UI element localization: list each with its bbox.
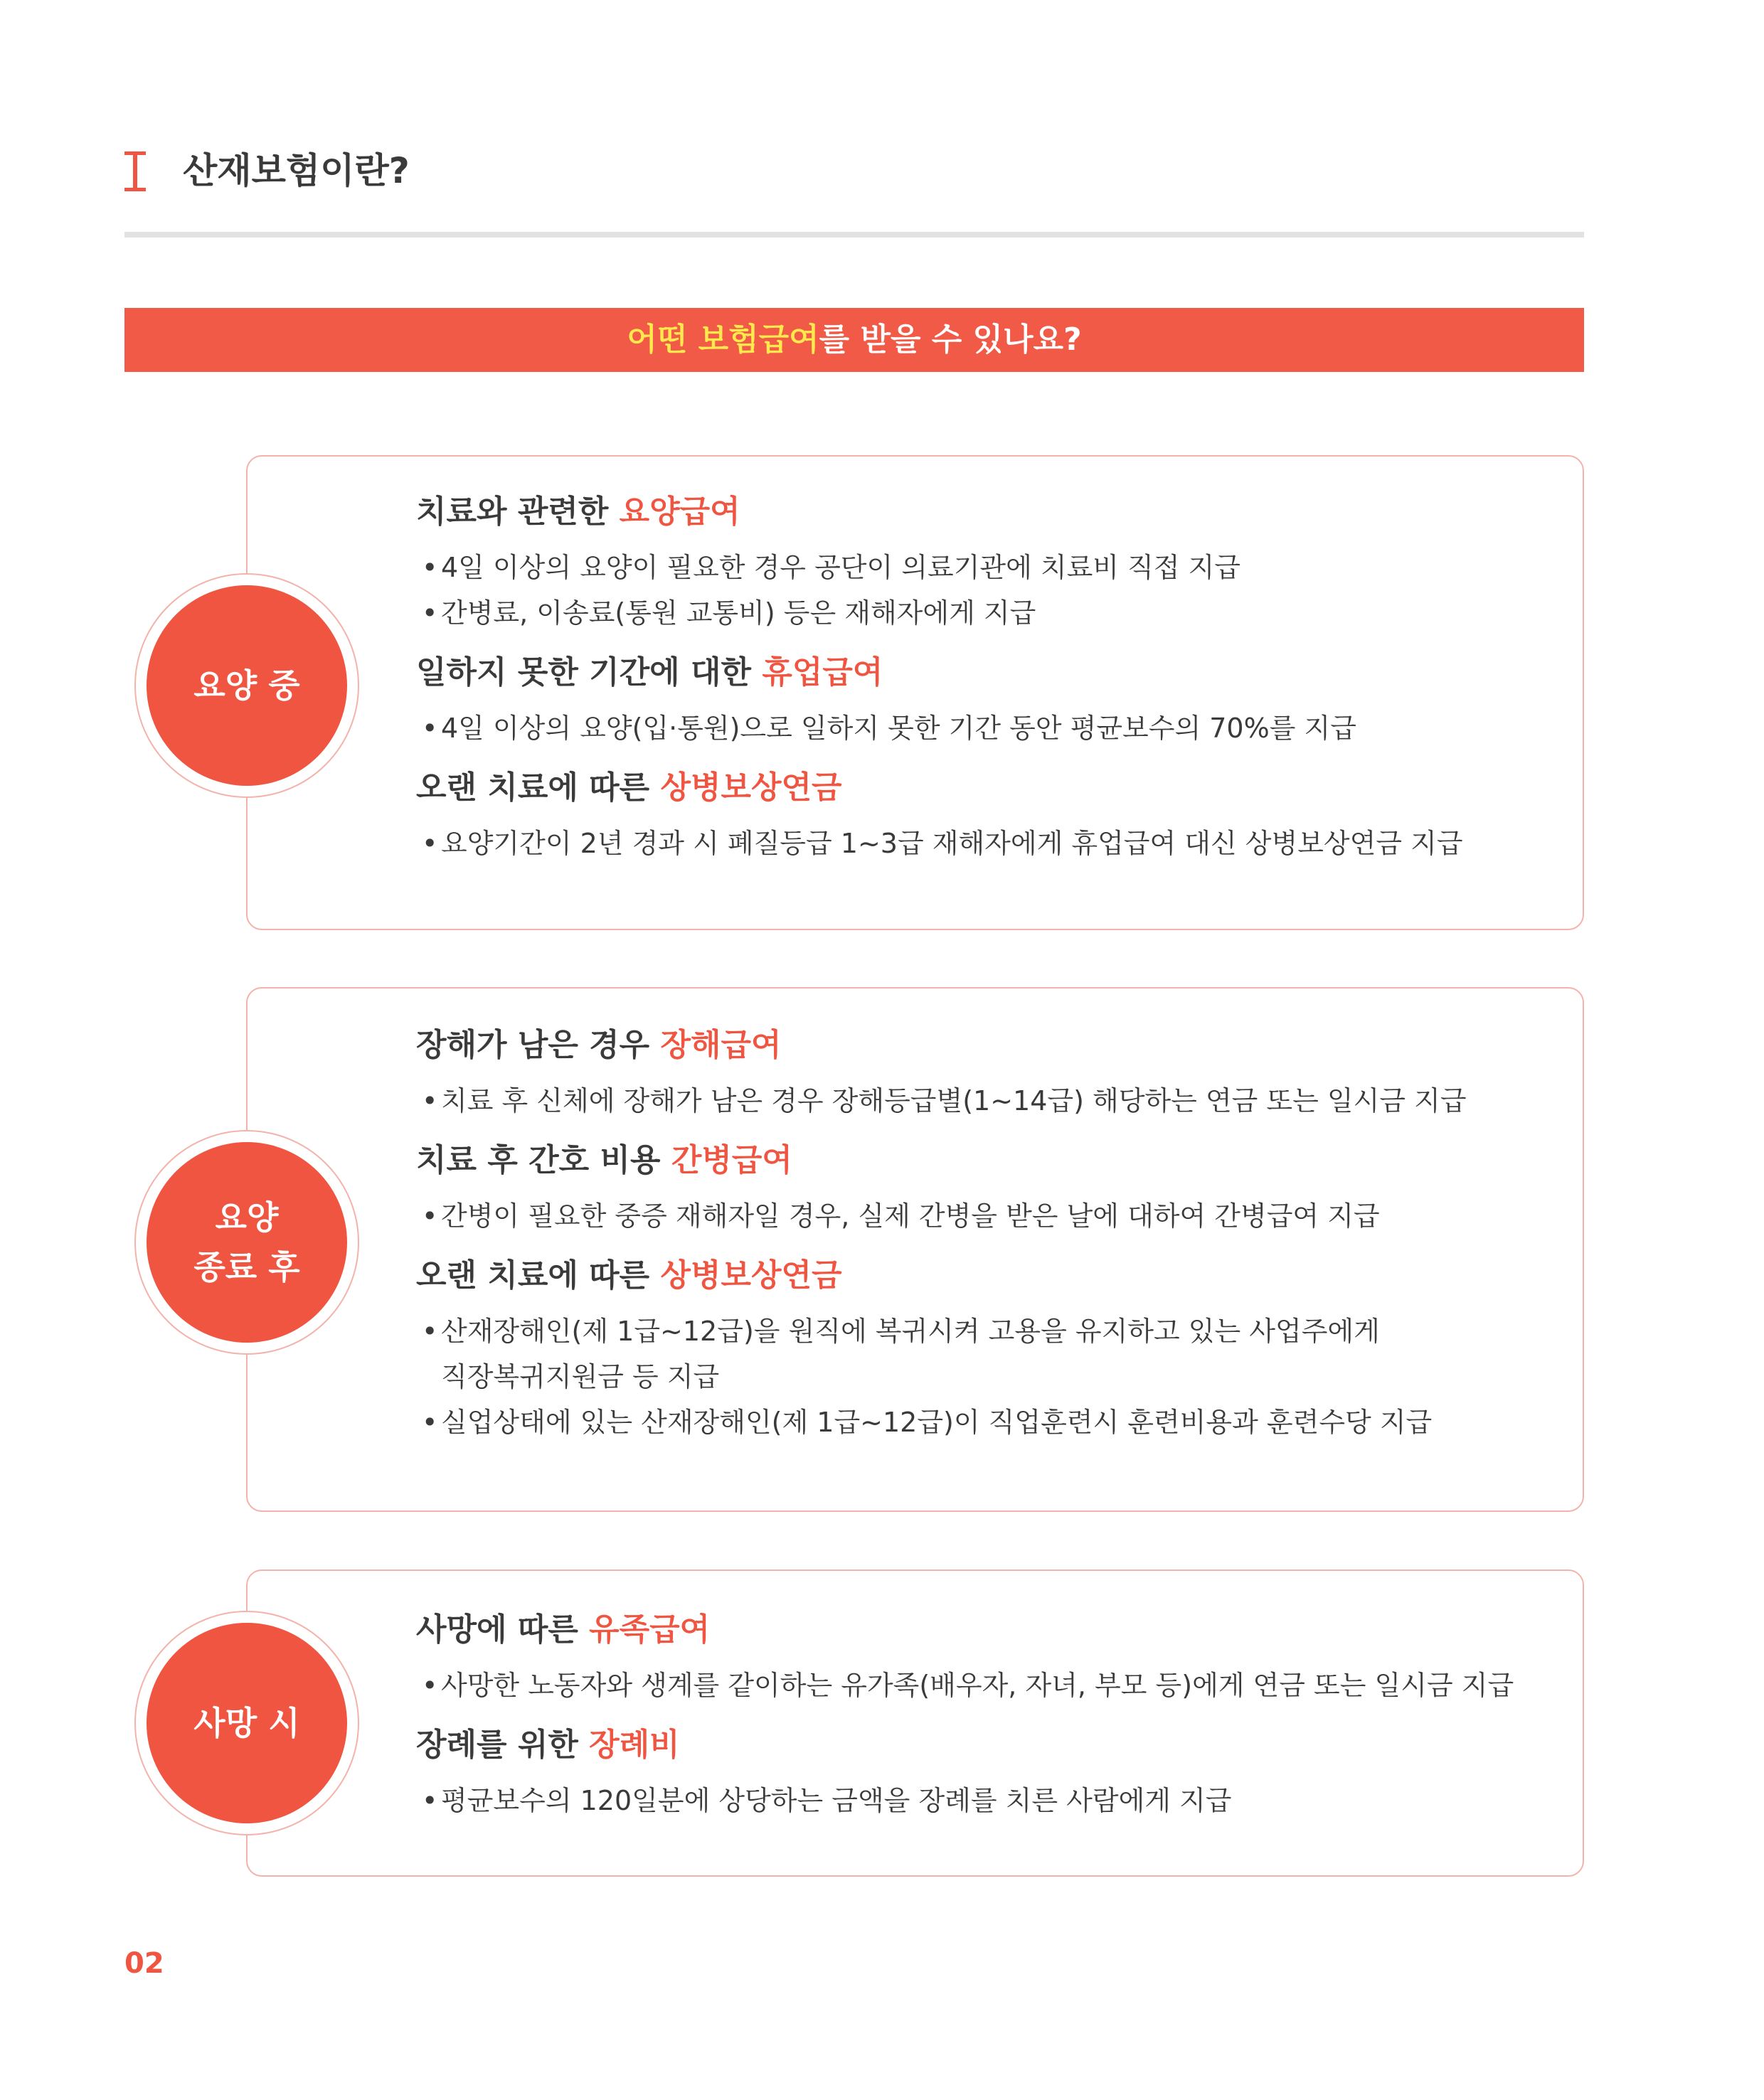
- benefit-list-during-treatment: [416, 491, 1463, 866]
- section-title: 산재보험이란?: [183, 150, 410, 191]
- benefit-bullet: • 사망한 노동자와 생계를 같이하는 유가족(배우자, 자녀, 부모 등)에게 연금 또는 일시금 지급: [416, 1663, 1514, 1708]
- benefit-heading: 치료 후 간호 비용 간병급여: [416, 1142, 792, 1178]
- category-badge-during-treatment: [147, 585, 347, 786]
- category-label-line1: 요양: [215, 1198, 279, 1237]
- benefit-heading: 장례를 위한 장례비: [416, 1727, 680, 1763]
- benefit-bullet: • 4일 이상의 요양이 필요한 경우 공단이 의료기관에 치료비 직접 지급: [416, 545, 1463, 590]
- category-badge-death: [147, 1623, 347, 1823]
- benefit-bullet-continuation: 직장복귀지원금 등 지급: [441, 1361, 720, 1392]
- benefit-bullet: • 4일 이상의 요양(입·통원)으로 일하지 못한 기간 동안 평균보수의 70%를 지급: [416, 705, 1463, 751]
- benefit-heading: 장해가 남은 경우 장해급여: [416, 1027, 782, 1063]
- benefit-bullet: • 산재장해인(제 1급~12급)을 원직에 복귀시켜 고용을 유지하고 있는 사업주에게: [416, 1308, 1467, 1354]
- benefit-bullet: • 간병료, 이송료(통원 교통비) 등은 재해자에게 지급: [416, 590, 1463, 636]
- benefit-heading: 사망에 따른 유족급여: [416, 1611, 711, 1648]
- benefit-bullet: • 요양기간이 2년 경과 시 폐질등급 1~3급 재해자에게 휴업급여 대신 상병보상연금 지급: [416, 821, 1463, 866]
- benefit-list-death: [416, 1609, 1514, 1823]
- roman-numeral-icon: [124, 151, 146, 191]
- question-banner: [124, 308, 1584, 372]
- benefit-heading: 일하지 못한 기간에 대한 휴업급여: [416, 654, 883, 691]
- category-label: 사망 시: [193, 1704, 300, 1742]
- benefit-heading: 오랜 치료에 따른 상병보상연금: [416, 769, 842, 806]
- category-badge-after-treatment: [147, 1142, 347, 1343]
- category-label: 요양 중: [193, 666, 300, 705]
- benefit-bullet: • 간병이 필요한 중증 재해자일 경우, 실제 간병을 받은 날에 대하여 간병급여 지급: [416, 1193, 1467, 1239]
- benefit-bullet: • 실업상태에 있는 산재장해인(제 1급~12급)이 직업훈련시 훈련비용과 훈련수당 지급: [416, 1400, 1467, 1445]
- benefit-bullet: • 평균보수의 120일분에 상당하는 금액을 장례를 치른 사람에게 지급: [416, 1778, 1514, 1823]
- banner-text: 를 받을 수 있나요?: [819, 321, 1082, 358]
- benefit-bullet: • 치료 후 신체에 장해가 남은 경우 장해등급별(1~14급) 해당하는 연금 또는 일시금 지급: [416, 1078, 1467, 1124]
- page-number: 02: [124, 1947, 164, 1980]
- header-divider: [124, 232, 1584, 238]
- banner-highlight: 어떤 보험급여: [627, 321, 819, 358]
- benefit-list-after-treatment: [416, 1024, 1467, 1445]
- benefit-heading: 치료와 관련한 요양급여: [416, 494, 740, 530]
- category-label-line2: 종료 후: [193, 1248, 300, 1286]
- benefit-heading: 오랜 치료에 따른 상병보상연금: [416, 1257, 842, 1294]
